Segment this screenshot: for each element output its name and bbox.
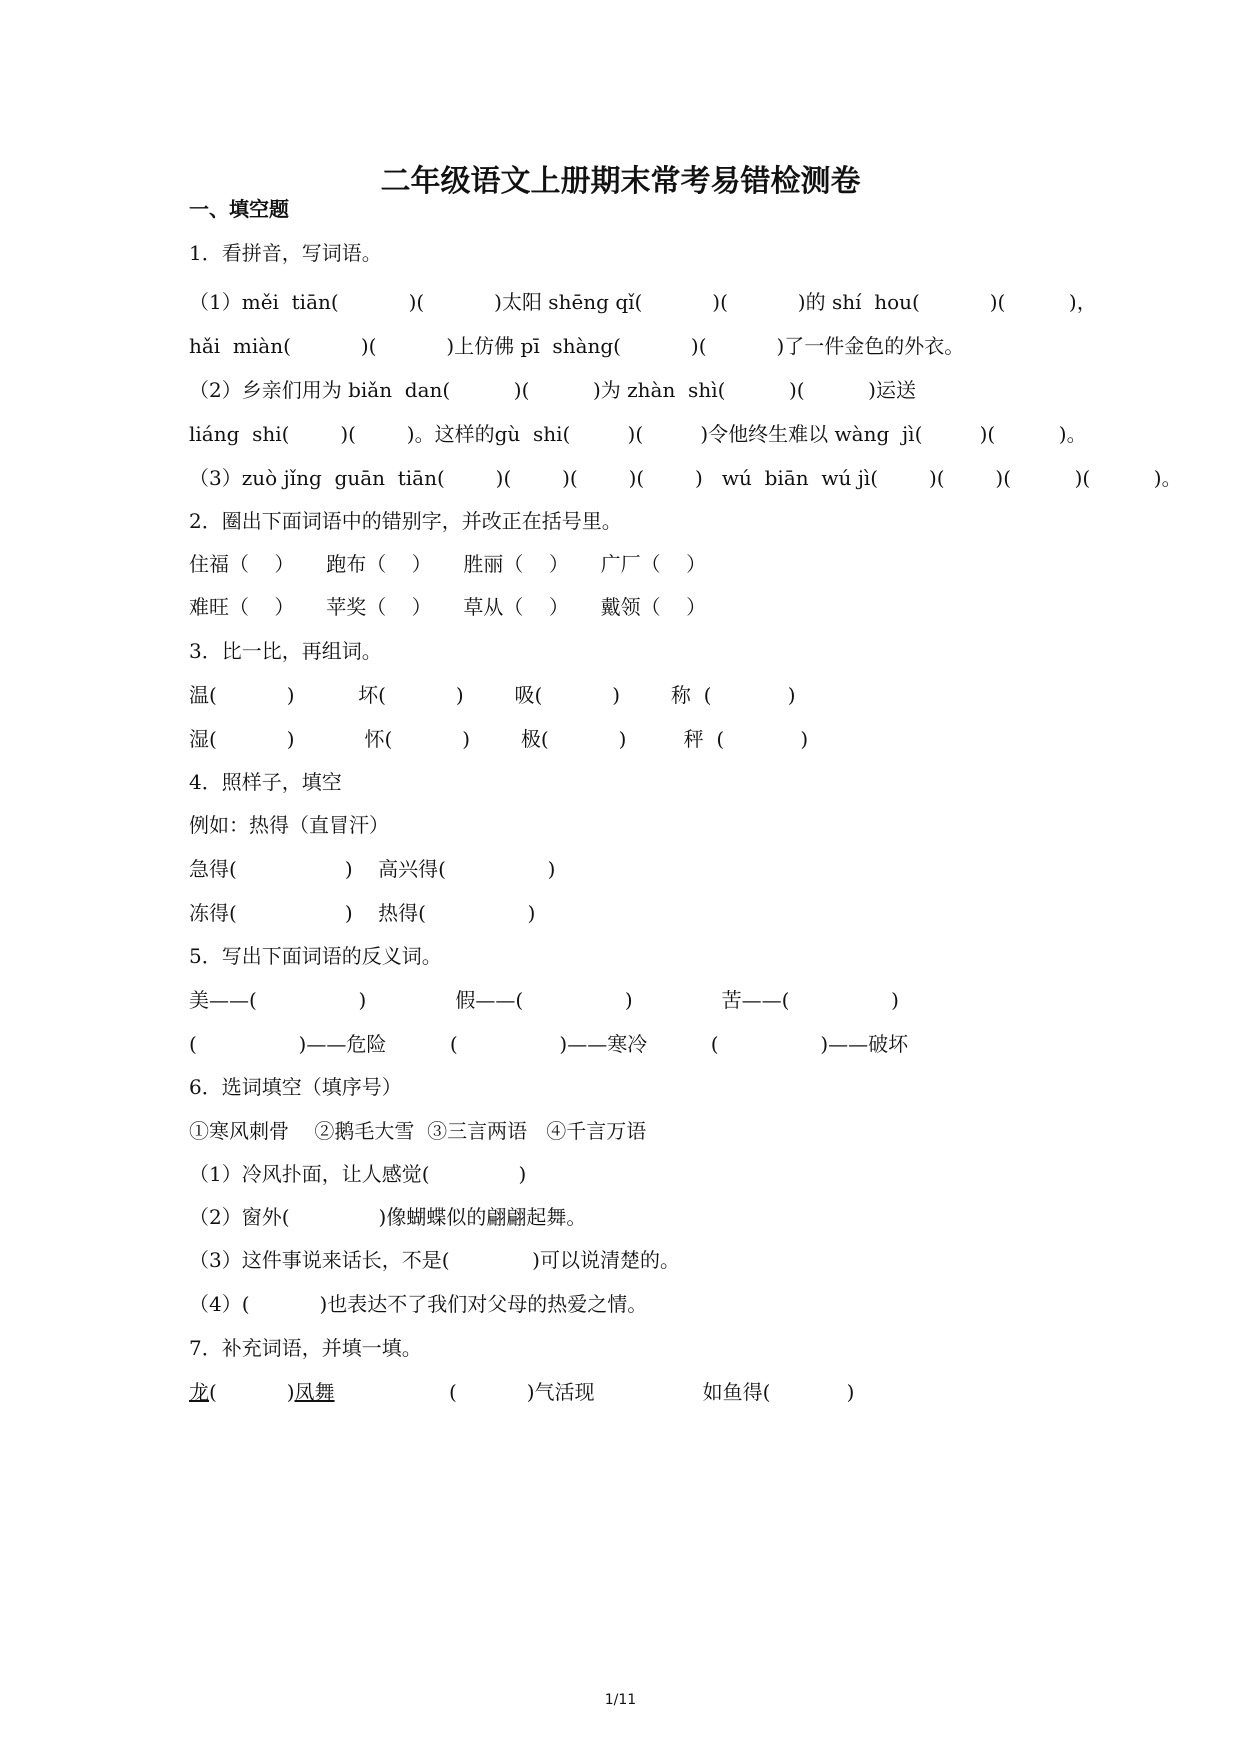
section-heading-fill-in: 一、填空题 [189, 197, 289, 221]
q3-line: 温( ) 坏( ) 吸( ) 称 ( ) [189, 683, 796, 707]
q1-line: （1）měi tiān( )( )太阳 shēng qǐ( )( )的 shí hou( )( )， [189, 290, 1097, 314]
q5-line: ( )——危险 ( )——寒冷 ( )——破坏 [189, 1032, 909, 1056]
q1-line: （2）乡亲们用为 biǎn dan( )( )为 zhàn shì( )( )运送 [189, 378, 916, 402]
q2-line: 住福（ ） 跑布（ ） 胜丽（ ） 广厂（ ） [189, 552, 707, 576]
q6-prompt: 6．选词填空（填序号） [189, 1075, 402, 1099]
q7-rest: ( )气活现 如鱼得( ) [334, 1380, 855, 1404]
q7-line [189, 1378, 1161, 1406]
q1-line: liáng shi( )( )。这样的gù shi( )( )令他终生难以 wàng jì( )( )。 [189, 422, 1087, 446]
page-title: 二年级语文上册期末常考易错检测卷 [380, 164, 861, 199]
q4-prompt: 4．照样子，填空 [189, 770, 342, 794]
q6-line: （1）冷风扑面，让人感觉( ) [189, 1162, 527, 1186]
q4-line: 例如：热得（直冒汗） [189, 813, 389, 837]
q7-word-part: 龙 [189, 1380, 209, 1404]
q7-blank: ( ) [209, 1380, 295, 1404]
q4-line: 急得( ) 高兴得( ) [189, 857, 556, 881]
q7-word-part: 凤舞 [294, 1380, 335, 1404]
q3-prompt: 3．比一比，再组词。 [189, 639, 382, 663]
q4-line: 冻得( ) 热得( ) [189, 901, 536, 925]
page-number: 1/11 [604, 1692, 637, 1708]
q2-prompt: 2．圈出下面词语中的错别字，并改正在括号里。 [189, 509, 622, 533]
q2-line: 难旺（ ） 苹奖（ ） 草从（ ） 戴领（ ） [189, 595, 707, 619]
q6-line: （4）( )也表达不了我们对父母的热爱之情。 [189, 1292, 648, 1316]
q3-line: 湿( ) 怀( ) 极( ) 秤 ( ) [189, 727, 809, 751]
q5-line: 美——( ) 假——( ) 苦——( ) [189, 988, 899, 1012]
q6-line: （2）窗外( )像蝴蝶似的翩翩起舞。 [189, 1205, 587, 1229]
q6-options: ①寒风刺骨 ②鹅毛大雪 ③三言两语 ④千言万语 [189, 1119, 647, 1143]
q6-line: （3）这件事说来话长，不是( )可以说清楚的。 [189, 1248, 680, 1272]
q1-line: hǎi miàn( )( )上仿佛 pī shàng( )( )了一件金色的外衣。 [189, 334, 965, 358]
q7-prompt: 7．补充词语，并填一填。 [189, 1336, 422, 1360]
q5-prompt: 5．写出下面词语的反义词。 [189, 944, 442, 968]
q1-prompt: 1．看拼音，写词语。 [189, 241, 382, 265]
q1-line: （3）zuò jǐng guān tiān( )( )( )( ) wú biān wú jì( )( )( )( )。 [189, 466, 1182, 490]
